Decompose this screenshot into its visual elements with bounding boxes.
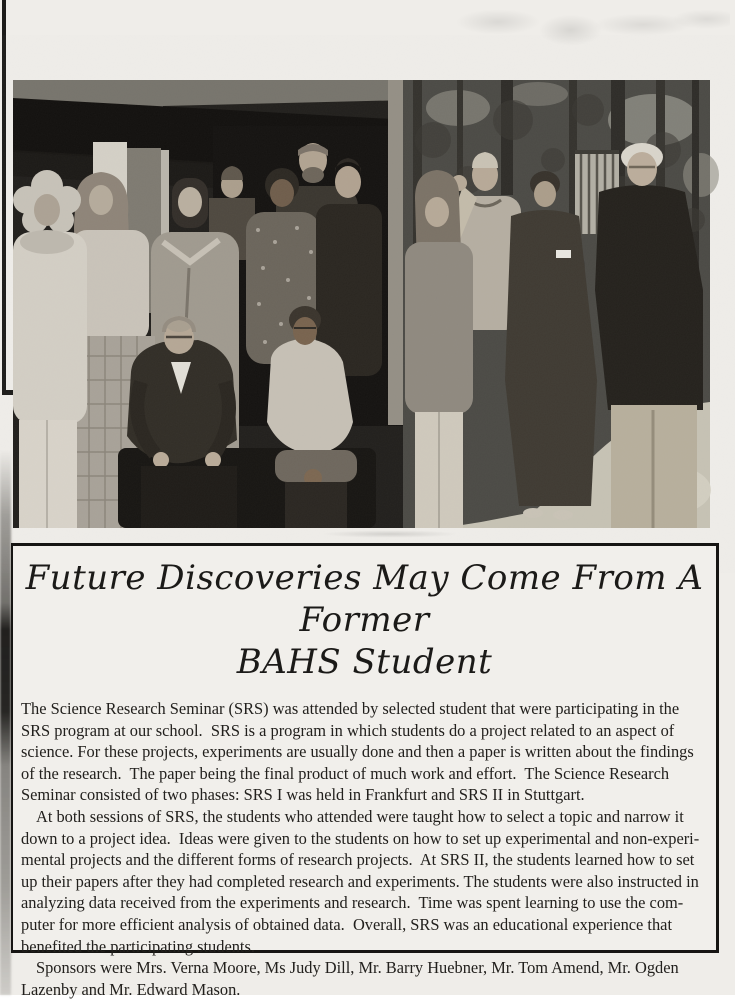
body-line: Lazenby and Mr. Edward Mason. bbox=[21, 979, 241, 999]
body-line: of the research. The paper being the final product of much work and effort. The Science Research bbox=[21, 763, 670, 783]
scan-edge-line-corner bbox=[2, 390, 13, 395]
title-line-2: BAHS Student bbox=[236, 642, 493, 682]
body-line: Sponsors were Mrs. Verna Moore, Ms Judy Dill, Mr. Barry Huebner, Mr. Tom Amend, Mr. Ogden bbox=[36, 958, 679, 978]
article-box bbox=[11, 543, 719, 999]
body-line: At both sessions of SRS, the students who attended were taught how to select a topic and narrow it bbox=[36, 806, 684, 826]
body-line: science. For these projects, experiments are usually done and then a paper is written about the findings bbox=[21, 742, 694, 762]
scan-smudge-above-box bbox=[290, 528, 490, 540]
scan-smudge-top-right bbox=[440, 0, 730, 55]
group-photo-art bbox=[13, 80, 710, 528]
scan-gutter-shadow bbox=[0, 450, 11, 995]
body-line: Seminar consisted of two phases: SRS I was held in Frankfurt and SRS II in Stuttgart. bbox=[21, 785, 585, 805]
body-line: The Science Research Seminar (SRS) was attended by selected student that were participating in the bbox=[21, 699, 680, 718]
body-line: puter for more efficient analysis of obtained data. Overall, SRS was an educational experience that bbox=[21, 914, 672, 934]
body-line: SRS program at our school. SRS is a program in which students do a project related to an aspect of bbox=[21, 720, 675, 740]
body-line: analyzing data received from the experiments and research. Time was spent learning to use the com- bbox=[21, 893, 684, 913]
body-line: up their papers after they had completed research and experiments. The students were also instructed in bbox=[21, 871, 699, 891]
group-photo bbox=[13, 80, 710, 528]
body-line: mental projects and the different forms of research projects. At SRS II, the students learned how to set bbox=[21, 850, 695, 870]
article-body bbox=[21, 698, 710, 1000]
article-title bbox=[13, 557, 716, 683]
title-line-1: Future Discoveries May Come From A Former bbox=[25, 558, 704, 640]
body-line: down to a project idea. Ideas were given to the students on how to set up experimental and non-experi- bbox=[21, 828, 700, 848]
scan-edge-line bbox=[2, 0, 6, 393]
body-line: benefited the participating students. bbox=[21, 936, 255, 956]
